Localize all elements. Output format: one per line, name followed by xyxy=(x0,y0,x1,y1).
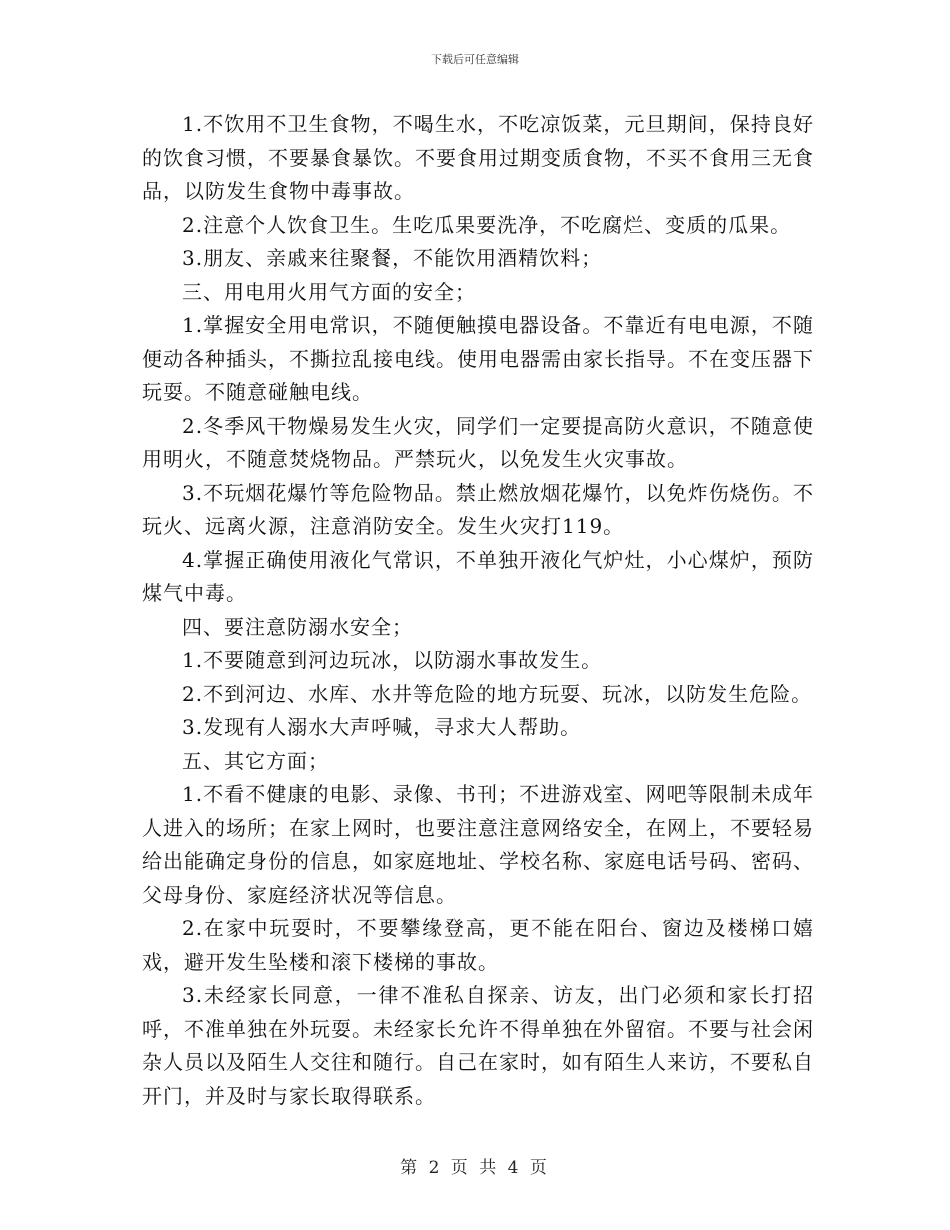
paragraph: 4.掌握正确使用液化气常识，不单独开液化气炉灶，小心煤炉，预防煤气中毒。 xyxy=(142,547,814,605)
paragraph: 2.在家中玩耍时，不要攀缘登高，更不能在阳台、窗边及楼梯口嬉戏，避开发生坠楼和滚下楼梯的事故。 xyxy=(142,916,814,974)
paragraph: 1.不要随意到河边玩冰，以防溺水事故发生。 xyxy=(182,648,603,672)
section-heading: 四、要注意防溺水安全； xyxy=(182,614,413,639)
page-header: 下载后可任意编辑 xyxy=(431,53,519,66)
page-footer: 第 2 页 共 4 页 xyxy=(400,1158,550,1178)
document-body xyxy=(142,108,814,1113)
paragraph: 3.未经家长同意，一律不准私自探亲、访友，出门必须和家长打招呼，不准单独在外玩耍。未经家长允许不得单独在外留宿。不要与社会闲杂人员以及陌生人交往和随行。自己在家时，如有陌生人来访，不要私自开门，并及时与家长取得联系。 xyxy=(142,983,814,1108)
section-heading: 五、其它方面； xyxy=(182,748,329,773)
section-heading: 三、用电用火用气方面的安全； xyxy=(182,279,476,304)
paragraph: 2.冬季风干物燥易发生火灾，同学们一定要提高防火意识，不随意使用明火，不随意焚烧物品。严禁玩火，以免发生火灾事故。 xyxy=(142,413,814,471)
paragraph: 1.不饮用不卫生食物，不喝生水，不吃凉饭菜，元旦期间，保持良好的饮食习惯，不要暴食暴饮。不要食用过期变质食物，不买不食用三无食品，以防发生食物中毒事故。 xyxy=(142,112,814,203)
paragraph: 1.掌握安全用电常识，不随便触摸电器设备。不靠近有电电源，不随便动各种插头，不撕拉乱接电线。使用电器需由家长指导。不在变压器下玩耍。不随意碰触电线。 xyxy=(142,313,814,404)
paragraph: 3.朋友、亲戚来往聚餐，不能饮用酒精饮料； xyxy=(182,246,603,270)
paragraph: 3.不玩烟花爆竹等危险物品。禁止燃放烟花爆竹，以免炸伤烧伤。不玩火、远离火源，注意消防安全。发生火灾打119。 xyxy=(142,480,814,538)
paragraph: 3.发现有人溺水大声呼喊，寻求大人帮助。 xyxy=(182,715,582,739)
paragraph: 2.注意个人饮食卫生。生吃瓜果要洗净，不吃腐烂、变质的瓜果。 xyxy=(182,212,792,237)
paragraph: 1.不看不健康的电影、录像、书刊；不进游戏室、网吧等限制未成年人进入的场所；在家上网时，也要注意注意网络安全，在网上，不要轻易给出能确定身份的信息，如家庭地址、学校名称、家庭电话号码、密码、父母身份、家庭经济状况等信息。 xyxy=(142,782,814,907)
paragraph: 2.不到河边、水库、水井等危险的地方玩耍、玩冰，以防发生危险。 xyxy=(182,681,813,706)
